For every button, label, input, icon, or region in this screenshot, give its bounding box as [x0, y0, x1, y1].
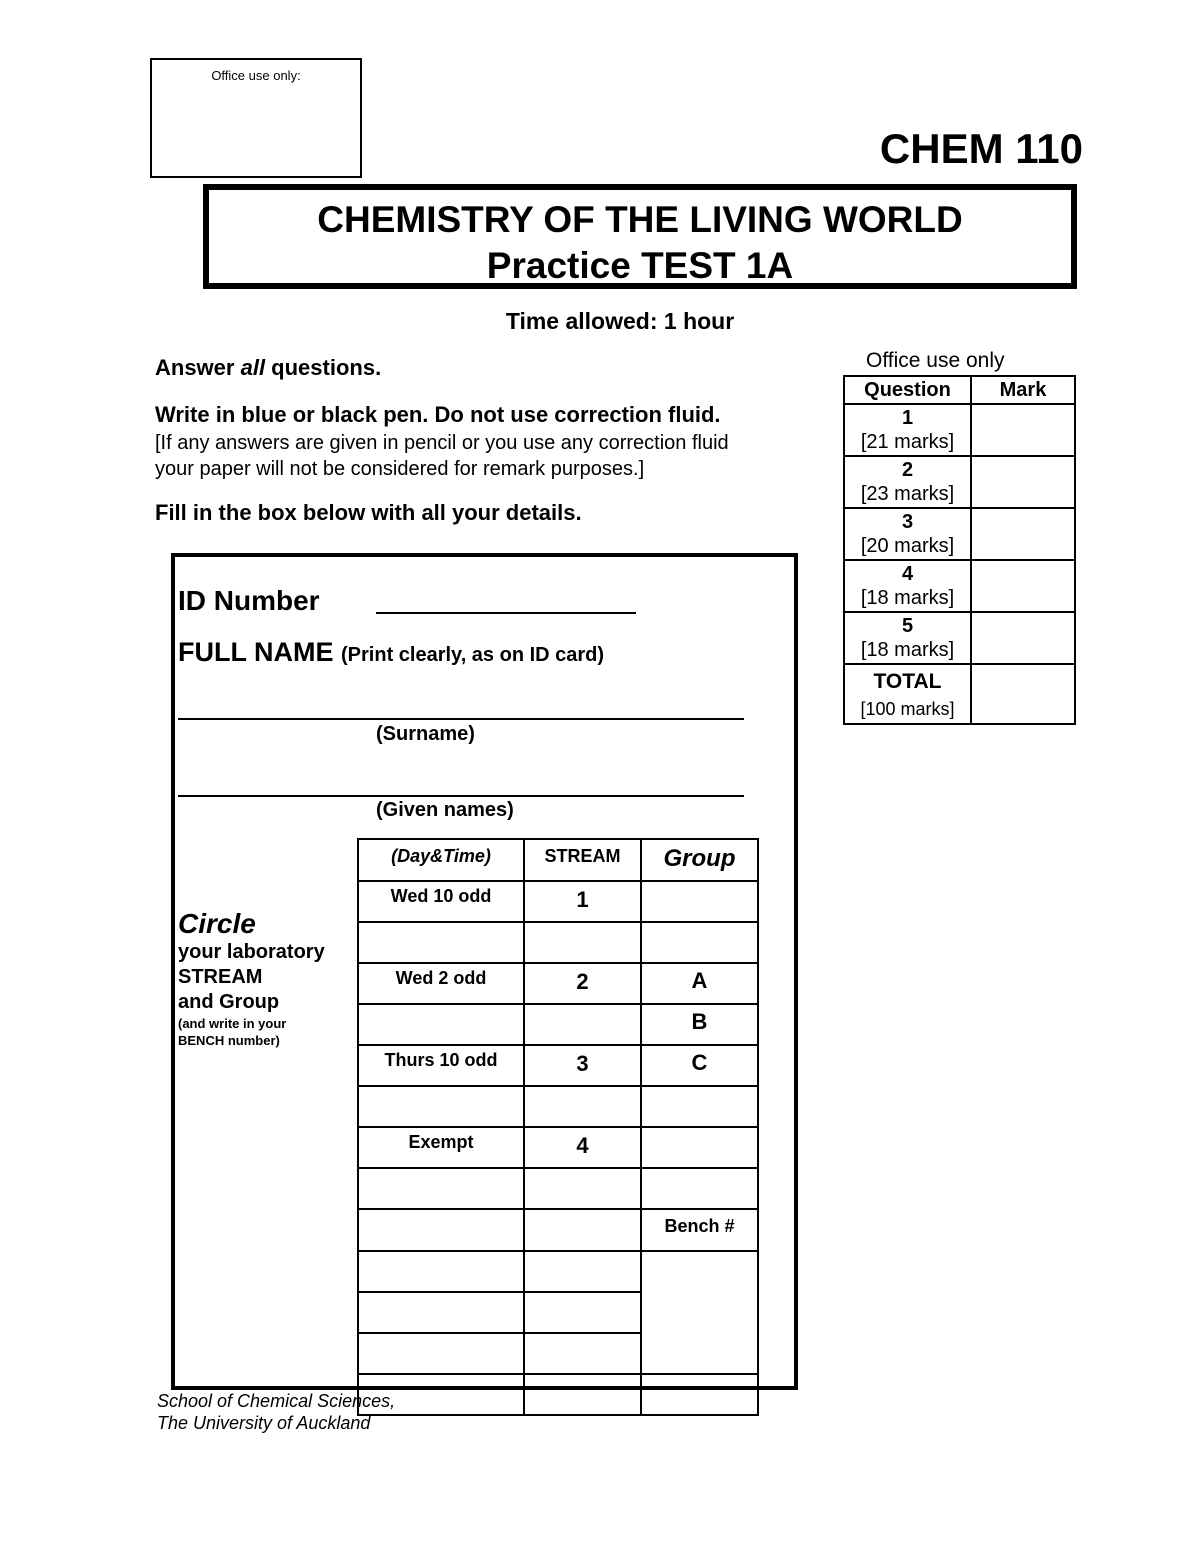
- marks-row: 3 [20 marks]: [844, 508, 1075, 560]
- office-use-label: Office use only:: [211, 68, 301, 83]
- given-names-field[interactable]: [178, 795, 744, 797]
- lab-row: Wed 10 odd 1: [358, 881, 758, 922]
- marks-row-total: TOTAL [100 marks]: [844, 664, 1075, 724]
- mark-cell[interactable]: [971, 560, 1075, 612]
- group-option[interactable]: [641, 881, 758, 922]
- answer-instruction: Answer all questions.: [155, 355, 382, 380]
- title-line1: CHEMISTRY OF THE LIVING WORLD: [317, 199, 963, 240]
- fill-instruction: Fill in the box below with all your details.: [155, 500, 582, 525]
- given-names-caption: (Given names): [376, 799, 514, 821]
- id-number-field[interactable]: [376, 612, 636, 614]
- surname-caption: (Surname): [376, 723, 475, 745]
- id-number-label: ID Number: [178, 585, 320, 616]
- bench-number-field[interactable]: [641, 1251, 758, 1374]
- header-stream: STREAM: [524, 839, 641, 881]
- marks-row: 1 [21 marks]: [844, 404, 1075, 456]
- lab-row: [358, 1251, 758, 1292]
- title-box: [203, 184, 1077, 289]
- lab-row: [358, 1374, 758, 1415]
- pen-note: [If any answers are given in pencil or you use any correction fluid your paper will not be considered for remark purposes.]: [155, 432, 729, 480]
- marks-row: 2 [23 marks]: [844, 456, 1075, 508]
- lab-row: Exempt 4: [358, 1127, 758, 1168]
- full-name-label: FULL NAME (Print clearly, as on ID card): [178, 637, 605, 667]
- stream-option[interactable]: 4: [524, 1127, 641, 1168]
- bench-label: Bench #: [641, 1209, 758, 1251]
- footer-university: The University of Auckland: [157, 1413, 371, 1433]
- lab-row: Thurs 10 odd 3 C: [358, 1045, 758, 1086]
- course-code: CHEM 110: [879, 125, 1083, 172]
- title-line2: Practice TEST 1A: [486, 245, 794, 286]
- marks-row: 4 [18 marks]: [844, 560, 1075, 612]
- marks-table: [843, 375, 1076, 725]
- marks-header-mark: Mark: [971, 376, 1075, 404]
- lab-row: [358, 1004, 758, 1045]
- group-option[interactable]: B: [641, 1004, 758, 1045]
- lab-row: [358, 922, 758, 963]
- marks-row: 5 [18 marks]: [844, 612, 1075, 664]
- lab-stream-table: [357, 838, 759, 1416]
- stream-option[interactable]: 1: [524, 881, 641, 922]
- header-day-time: (Day&Time): [358, 839, 524, 881]
- group-option[interactable]: C: [641, 1045, 758, 1086]
- footer-school: School of Chemical Sciences,: [157, 1391, 396, 1411]
- lab-row: [358, 1086, 758, 1127]
- total-mark-cell[interactable]: [971, 664, 1075, 724]
- mark-cell[interactable]: [971, 508, 1075, 560]
- pen-instruction: Write in blue or black pen. Do not use correction fluid.: [155, 402, 721, 427]
- marks-header-question: Question: [844, 376, 971, 404]
- office-use-box: [150, 58, 362, 178]
- stream-option[interactable]: 2: [524, 963, 641, 1004]
- header-group: Group: [641, 839, 758, 881]
- group-option[interactable]: A: [641, 963, 758, 1004]
- stream-option[interactable]: 3: [524, 1045, 641, 1086]
- circle-instruction: Circle your laboratory STREAM and Group (and write in your BENCH number): [178, 908, 325, 1048]
- marks-office-label: Office use only: [866, 349, 1005, 372]
- time-allowed: Time allowed: 1 hour: [505, 308, 735, 334]
- mark-cell[interactable]: [971, 404, 1075, 456]
- mark-cell[interactable]: [971, 612, 1075, 664]
- lab-row: Wed 2 odd 2 A: [358, 963, 758, 1004]
- lab-row: [358, 1209, 758, 1251]
- surname-field[interactable]: [178, 718, 744, 720]
- footer: [157, 1390, 395, 1434]
- lab-row: [358, 1168, 758, 1209]
- mark-cell[interactable]: [971, 456, 1075, 508]
